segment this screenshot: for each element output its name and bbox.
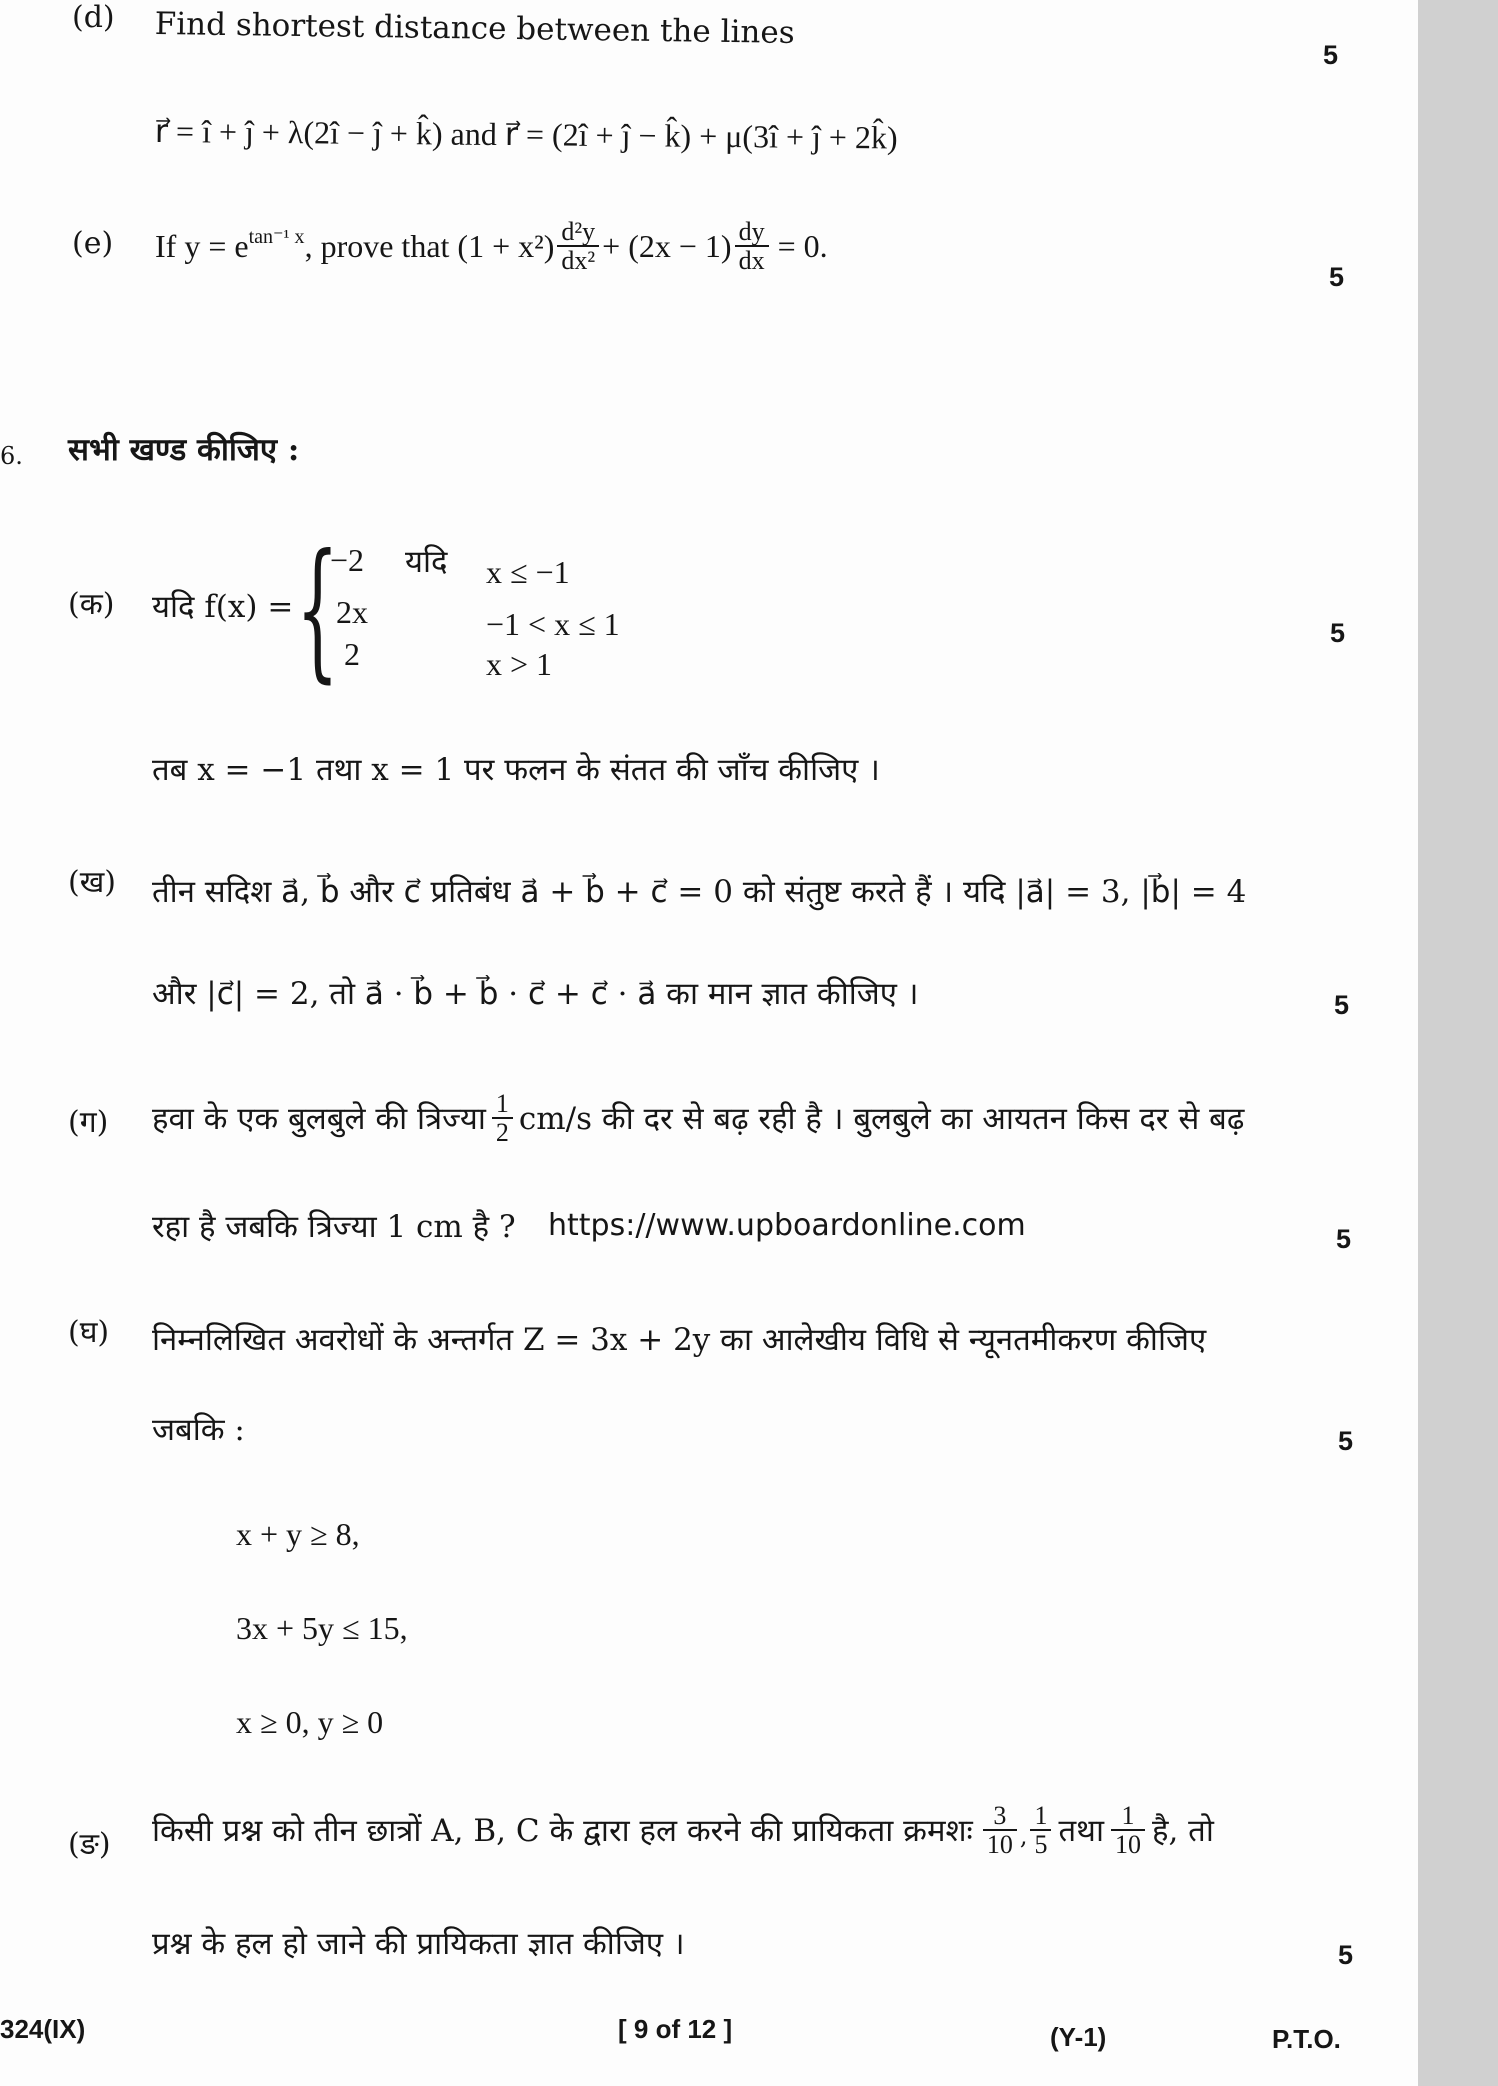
piecewise-value-1: −2 — [330, 542, 365, 578]
question-text-nga-line2: प्रश्न के हल हो जाने की प्रायिकता ज्ञात कीजिए । — [152, 1926, 685, 1962]
section-heading: सभी खण्ड कीजिए : — [68, 432, 300, 468]
marks-gha: 5 — [1338, 1426, 1354, 1456]
equals-zero-text: = 0. — [777, 227, 828, 264]
question-text-nga-line1 — [152, 1802, 1214, 1859]
prove-text: , prove that (1 + x²) — [304, 227, 555, 264]
question-text-kha-line1: तीन सदिश a⃗, b⃗ और c⃗ प्रतिबंध a⃗ + b⃗ + c⃗ = 0 को संतुष्ट करते हैं । यदि |a⃗| = 3, |b⃗| = 4 — [152, 874, 1247, 910]
first-derivative-fraction: $\frac{dy}{dx}$ — [735, 218, 769, 275]
fraction-one-tenth: $\frac{1}{10}$ — [1111, 1802, 1145, 1859]
hai-to-text: है, तो — [1151, 1813, 1214, 1850]
question-text-d: Find shortest distance between the lines — [154, 6, 795, 51]
question-label-kha: (ख) — [68, 865, 116, 900]
constraint-1: x + y ≥ 8, — [236, 1516, 360, 1552]
page-number: [ 9 of 12 ] — [618, 2014, 733, 2044]
question-label-nga: (ङ) — [68, 1827, 111, 1862]
piecewise-condition-1: x ≤ −1 — [486, 554, 570, 590]
piecewise-condition-3: x > 1 — [486, 646, 553, 682]
question-label-ka: (क) — [68, 587, 115, 622]
question-text-kha-line2: और |c⃗| = 2, तो a⃗ · b⃗ + b⃗ · c⃗ + c⃗ · a⃗ का मान ज्ञात कीजिए । — [152, 976, 919, 1012]
pto-text: P.T.O. — [1272, 2024, 1341, 2054]
question-text-ga-line2: रहा है जबकि त्रिज्या 1 cm है ? — [152, 1209, 516, 1245]
marks-ka: 5 — [1330, 618, 1346, 648]
question-label-gha: (घ) — [68, 1315, 110, 1350]
if-y-text: If y = e — [155, 227, 249, 264]
paper-code: 324(IX) — [0, 2014, 86, 2044]
piecewise-condition-2: −1 < x ≤ 1 — [486, 606, 620, 642]
marks-kha: 5 — [1334, 990, 1350, 1020]
section-number: 6. — [0, 442, 23, 470]
half-fraction: $\frac{1}{2}$ — [492, 1090, 513, 1147]
question-label-ga: (ग) — [68, 1105, 109, 1140]
marks-e: 5 — [1329, 262, 1345, 292]
fraction-one-fifth: $\frac{1}{5}$ — [1030, 1802, 1051, 1859]
piecewise-value-2: 2x — [336, 594, 368, 630]
tatha-text: तथा — [1058, 1813, 1104, 1850]
marks-nga: 5 — [1338, 1940, 1354, 1970]
left-brace: { — [296, 523, 339, 697]
marks-ga: 5 — [1336, 1224, 1352, 1254]
question-label-e: (e) — [72, 226, 114, 261]
question-text-gha-line2: जबकि : — [152, 1412, 245, 1448]
exponent-text: tan⁻¹ x — [248, 225, 305, 248]
paper-set: (Y-1) — [1050, 2022, 1107, 2052]
question-text-gha-line1: निम्नलिखित अवरोधों के अन्तर्गत Z = 3x + 2y का आलेखीय विधि से न्यूनतमीकरण कीजिए — [152, 1322, 1207, 1358]
equation-lines-d: r⃗ = î + ĵ + λ(2î − ĵ + k̂) and r⃗ = (2î + ĵ − k̂) + μ(3î + ĵ + 2k̂) — [154, 112, 898, 156]
piecewise-lhs: यदि f(x) = — [152, 589, 294, 625]
constraint-2: 3x + 5y ≤ 15, — [236, 1610, 408, 1646]
middle-term-text: + (2x − 1) — [602, 227, 732, 264]
piecewise-word-1: यदि — [405, 544, 448, 580]
question-text-e — [155, 218, 828, 275]
marks-d: 5 — [1323, 40, 1339, 70]
fraction-comma: , — [1019, 1822, 1028, 1851]
second-derivative-fraction: $\frac{\text{d²y}}{\text{dx²}}$ — [557, 218, 599, 275]
fraction-three-tenths: $\frac{3}{10}$ — [983, 1802, 1017, 1859]
piecewise-value-3: 2 — [344, 636, 360, 672]
constraint-3: x ≥ 0, y ≥ 0 — [236, 1704, 384, 1740]
website-url: https://www.upboardonline.com — [548, 1208, 1026, 1243]
rate-text: cm/s की दर से बढ़ रही है । बुलबुले का आयतन किस दर से बढ़ — [518, 1101, 1245, 1138]
question-text-ga-line1 — [152, 1090, 1244, 1147]
scan-edge — [1418, 0, 1498, 2086]
question-text-ka-line2: तब x = −1 तथा x = 1 पर फलन के संतत की जाँच कीजिए । — [152, 752, 880, 788]
probability-text: किसी प्रश्न को तीन छात्रों A, B, C के द्वारा हल करने की प्रायिकता क्रमशः — [152, 1813, 973, 1850]
bubble-radius-text: हवा के एक बुलबुले की त्रिज्या — [152, 1101, 486, 1138]
question-label-d: (d) — [72, 0, 115, 35]
